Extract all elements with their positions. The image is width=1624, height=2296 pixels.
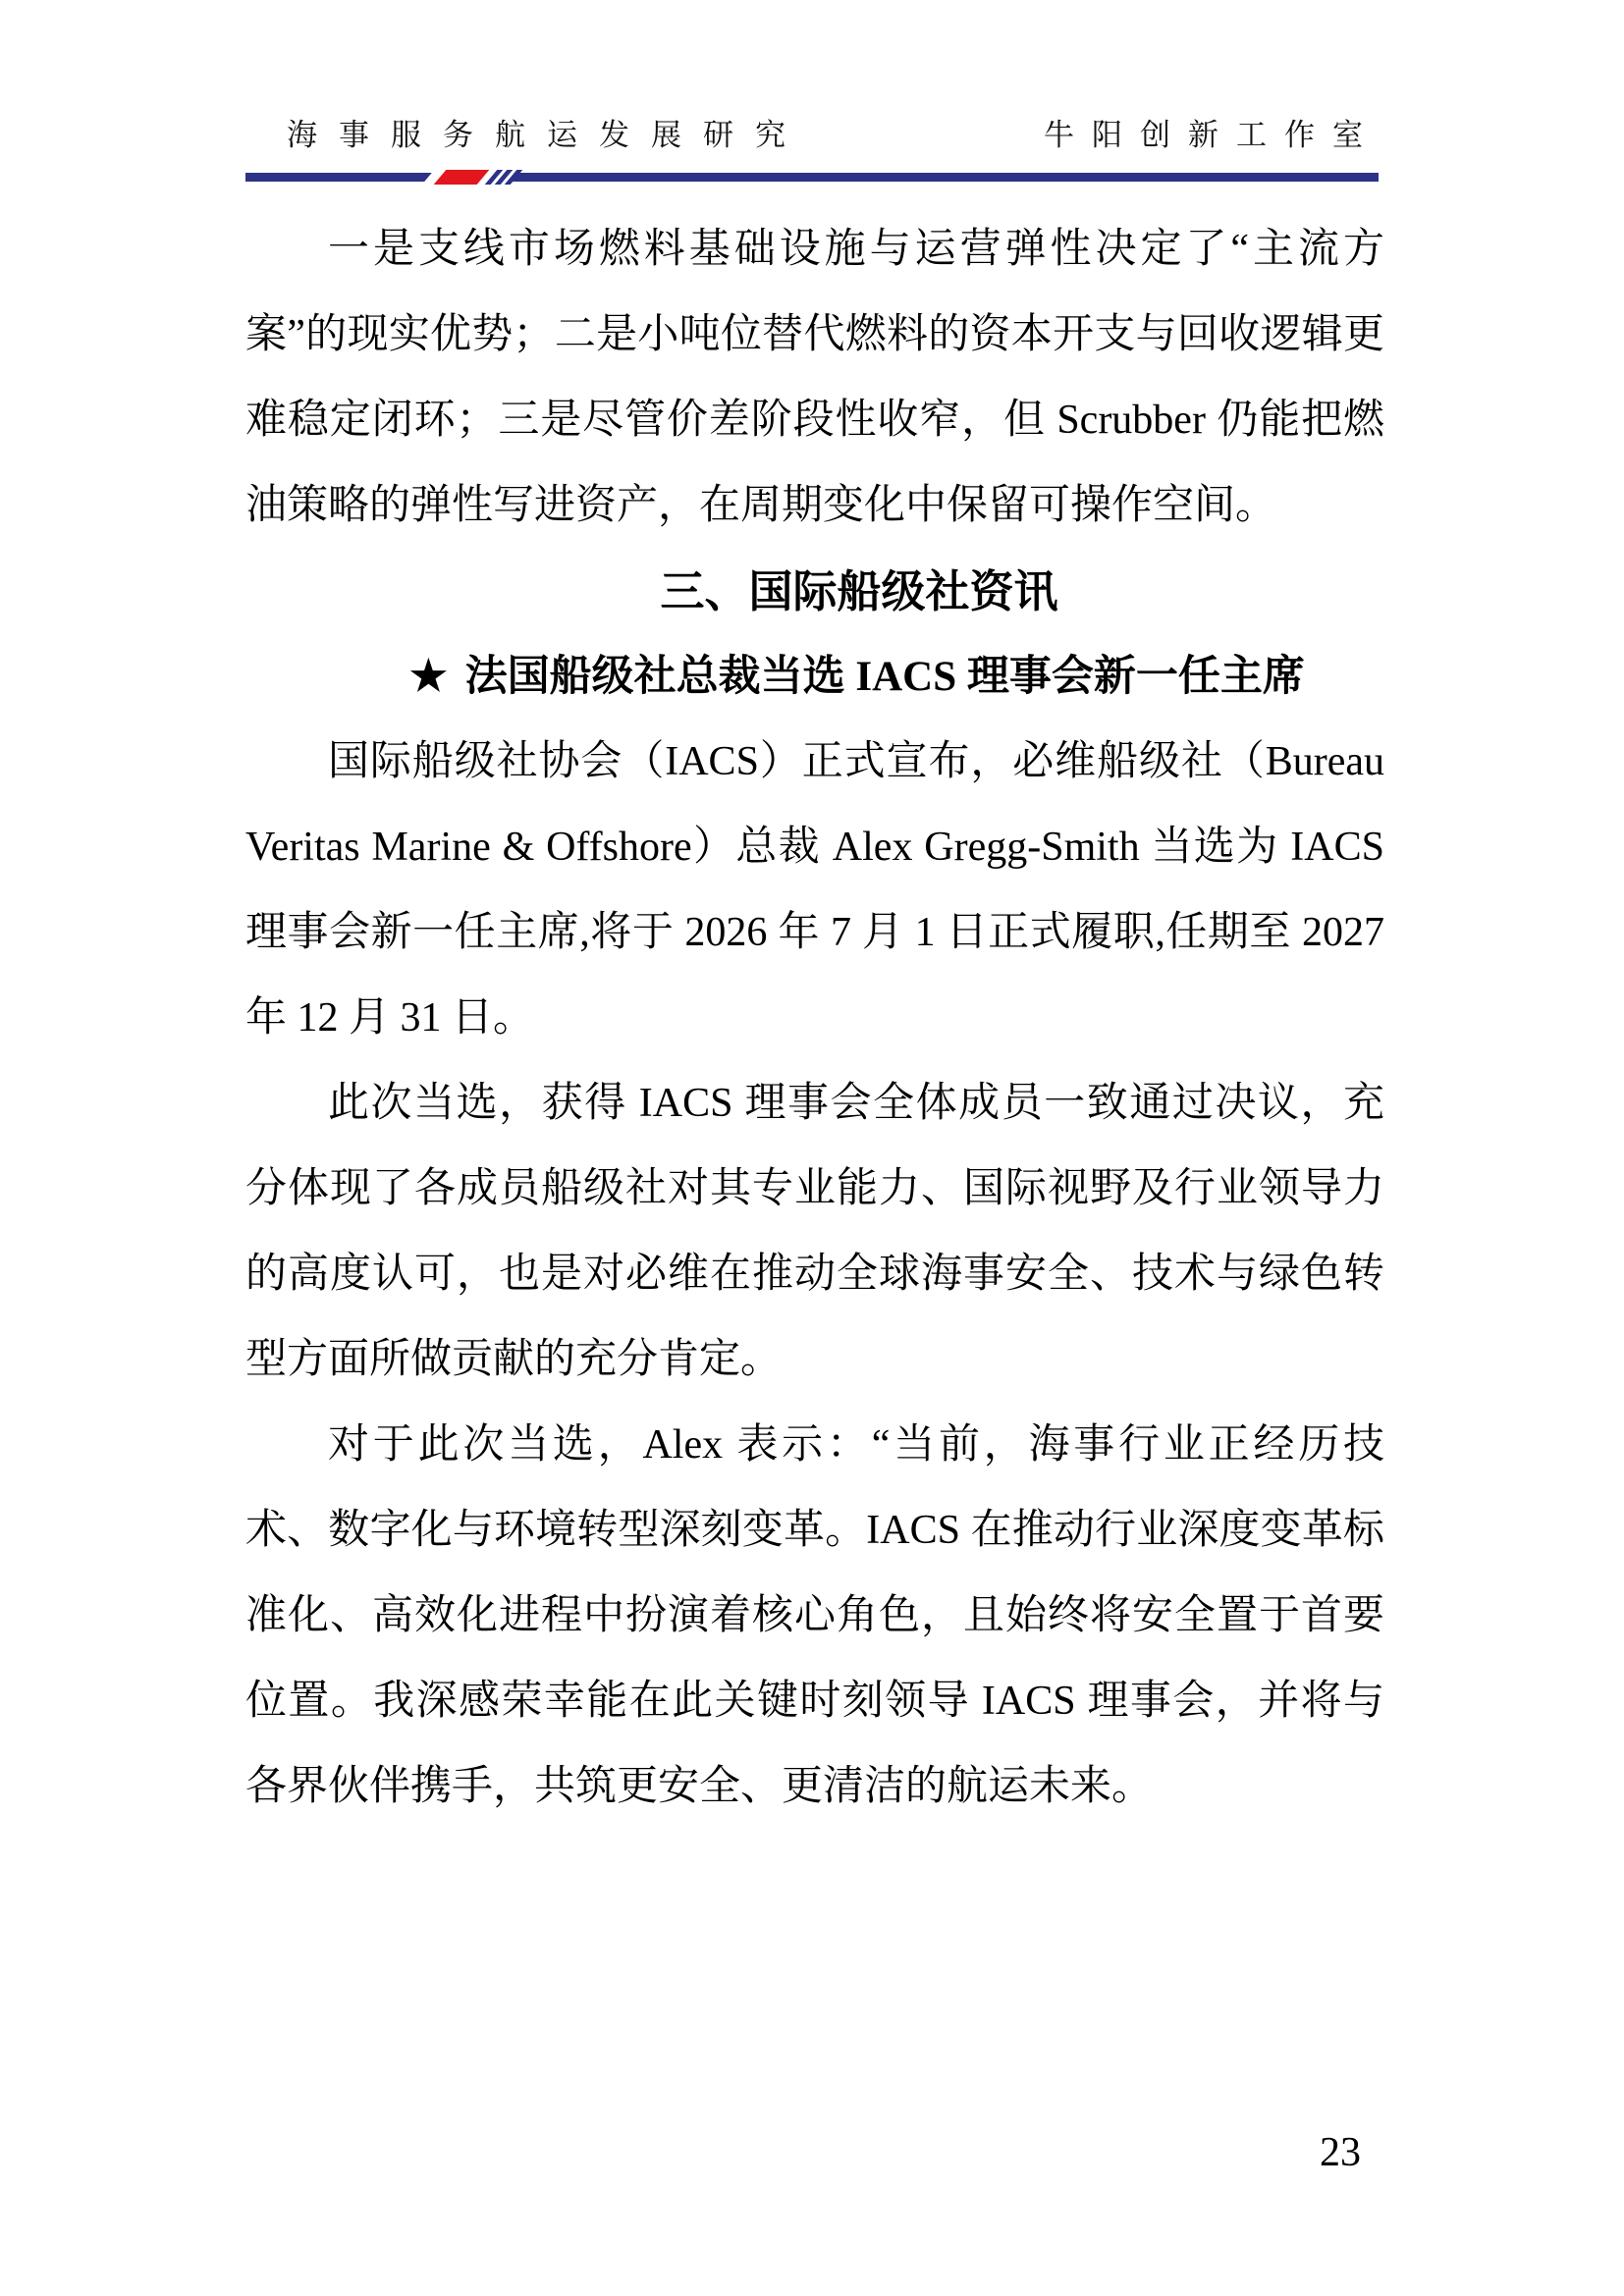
body-content — [245, 207, 1384, 1830]
star-heading-text: 法国船级社总裁当选 IACS 理事会新一任主席 — [464, 654, 1305, 700]
star-icon: ★ — [409, 654, 448, 700]
page-number: 23 — [1320, 2130, 1361, 2175]
header-rule — [245, 173, 1379, 182]
star-heading — [245, 634, 1384, 720]
paragraph: 国际船级社协会（IACS）正式宣布，必维船级社（Bureau Veritas Marine & Offshore）总裁 Alex Gregg-Smith 当选为 IACS 理事会新一任主席,将于 2026 年 7 月 1 日正式履职,任期至 2027 年 12 月 31 日。 — [245, 739, 1384, 1041]
section-title: 三、国际船级社资讯 — [660, 566, 1058, 616]
paragraph: 对于此次当选，Alex 表示：“当前，海事行业正经历技术、数字化与环境转型深刻变革。IACS 在推动行业深度变革标准化、高效化进程中扮演着核心角色，且始终将安全置于首要位置。我深感荣幸能在此关键时刻领导 IACS 理事会，并将与各界伙伴携手，共筑更安全、更清洁的航运未来。 — [245, 1422, 1384, 1809]
paragraph: 一是支线市场燃料基础设施与运营弹性决定了“主流方案”的现实优势；二是小吨位替代燃料的资本开支与回收逻辑更难稳定闭环；三是尽管价差阶段性收窄，但 Scrubber 仍能把燃油策略的弹性写进资产，在周期变化中保留可操作空间。 — [245, 227, 1384, 528]
paragraph: 此次当选，获得 IACS 理事会全体成员一致通过决议，充分体现了各成员船级社对其专业能力、国际视野及行业领导力的高度认可，也是对必维在推动全球海事安全、技术与绿色转型方面所做贡献的充分肯定。 — [245, 1081, 1384, 1382]
header-right-title: 牛阳创新工作室 — [1044, 118, 1380, 152]
header-left-title: 海事服务航运发展研究 — [287, 118, 807, 152]
